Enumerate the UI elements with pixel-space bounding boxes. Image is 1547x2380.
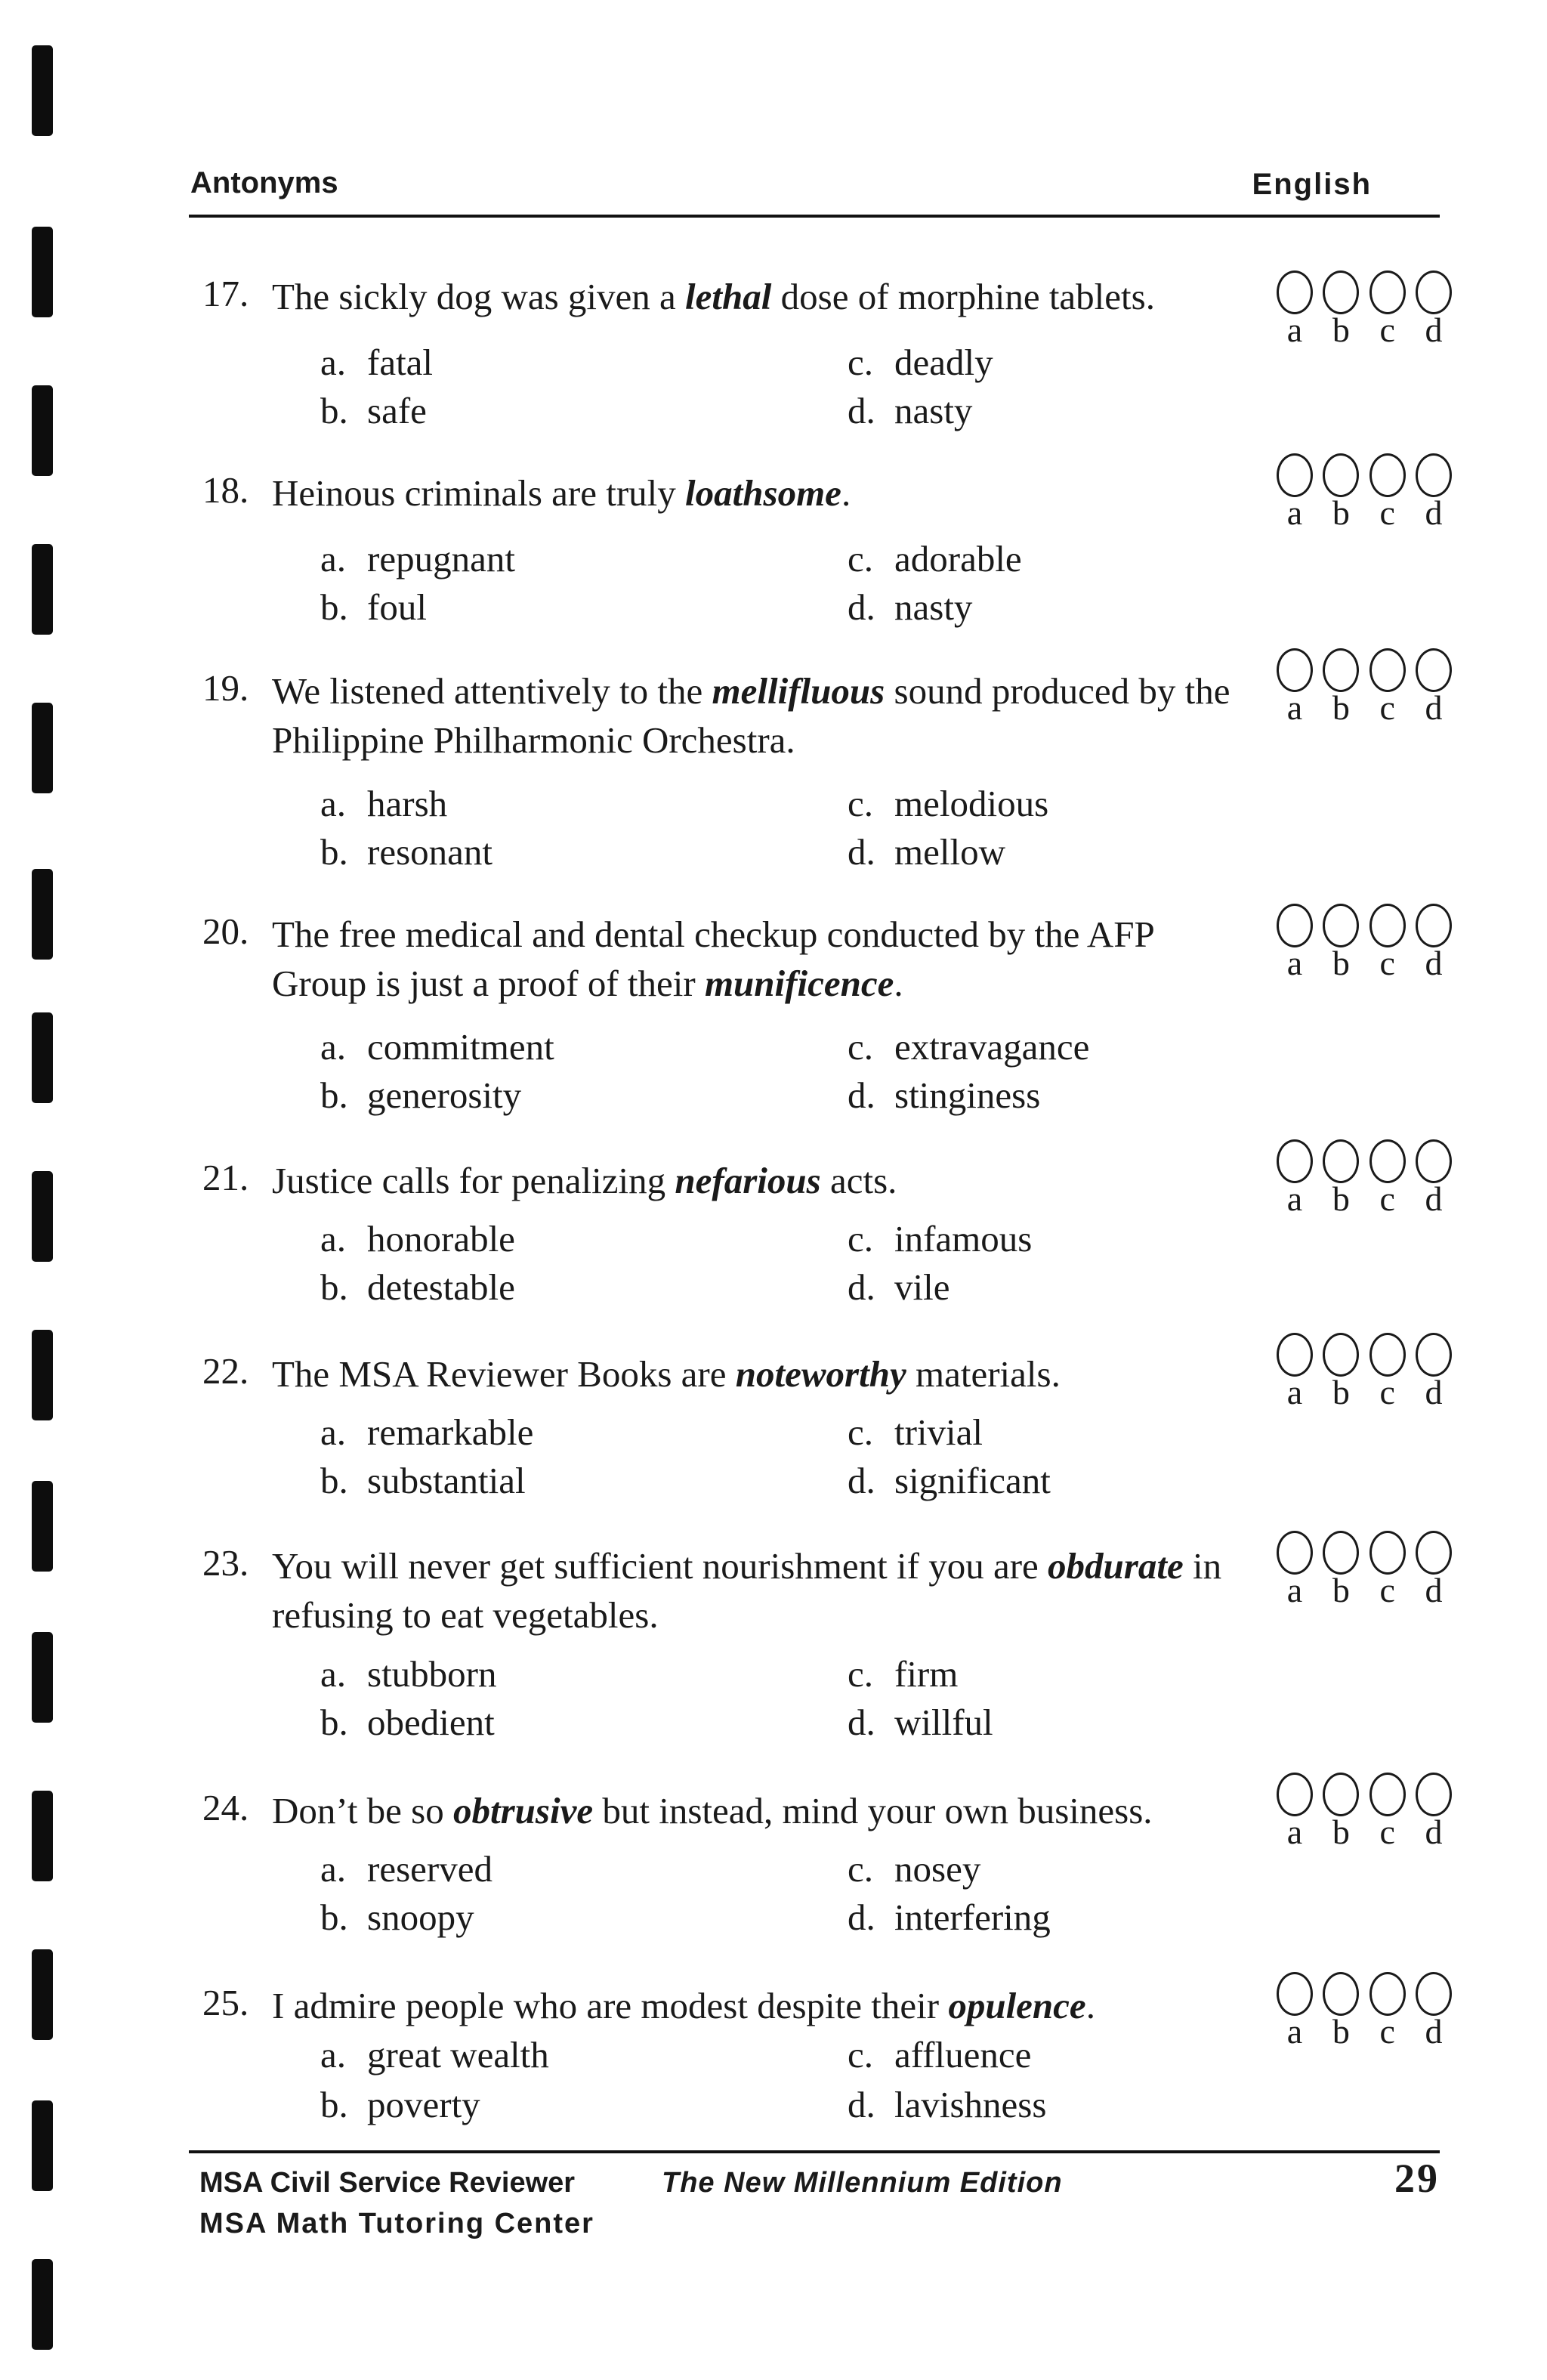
stem-text: We listened attentively to the — [272, 670, 712, 712]
keyword: munificence — [704, 963, 894, 1004]
binder-hole — [32, 703, 53, 793]
answer-bubble-label: b — [1332, 311, 1350, 349]
option-d — [848, 387, 972, 435]
option-b — [320, 1071, 521, 1120]
answer-bubble-label: d — [1425, 1373, 1443, 1411]
answer-bubble-label: d — [1425, 311, 1443, 349]
option-text: adorable — [894, 538, 1022, 580]
answer-bubble-a[interactable] — [1277, 1773, 1313, 1816]
answer-bubble-a[interactable] — [1277, 904, 1313, 947]
option-b — [320, 1263, 515, 1312]
option-text: foul — [367, 586, 427, 628]
binder-hole — [32, 385, 53, 476]
stem-text: materials. — [906, 1353, 1061, 1395]
option-b — [320, 2081, 480, 2129]
option-text: generosity — [367, 1074, 522, 1116]
option-text: honorable — [367, 1218, 515, 1260]
option-letter: a. — [320, 1026, 346, 1068]
answer-bubble-a[interactable] — [1277, 648, 1313, 692]
answer-bubble-label: d — [1425, 493, 1443, 532]
option-letter: d. — [848, 1460, 875, 1501]
option-letter: c. — [848, 783, 873, 824]
question-number: 18. — [202, 469, 249, 511]
question-stem — [272, 666, 1246, 765]
answer-bubble-a[interactable] — [1277, 1972, 1313, 2016]
keyword: opulence — [948, 1985, 1086, 2026]
option-b — [320, 583, 427, 632]
question-stem — [272, 1981, 1246, 2030]
binder-hole — [32, 1481, 53, 1572]
option-text: commitment — [367, 1026, 554, 1068]
question-number: 19. — [202, 667, 249, 709]
stem-text: acts. — [820, 1160, 897, 1201]
question-number: 21. — [202, 1157, 249, 1198]
binder-hole — [32, 1791, 53, 1881]
binder-hole — [32, 1012, 53, 1103]
option-text: mellow — [894, 831, 1005, 873]
answer-bubble-c[interactable] — [1369, 1972, 1406, 2016]
option-letter: d. — [848, 390, 875, 431]
option-d — [848, 1698, 993, 1747]
answer-bubble-label: c — [1379, 493, 1395, 532]
answer-bubble-c[interactable] — [1369, 453, 1406, 497]
answer-bubble-label: c — [1379, 688, 1395, 727]
answer-bubble-label: c — [1379, 944, 1395, 982]
binder-hole — [32, 2100, 53, 2191]
option-a — [320, 1023, 554, 1071]
stem-text: The free medical and dental checkup conducted by the AFP Group is just a proof of their — [272, 913, 1153, 1004]
option-d — [848, 1457, 1051, 1505]
binder-hole — [32, 2259, 53, 2350]
answer-bubble-label: d — [1425, 1571, 1443, 1609]
option-letter: b. — [320, 390, 348, 431]
option-letter: c. — [848, 1848, 873, 1890]
answer-bubble-label: b — [1332, 944, 1350, 982]
option-letter: d. — [848, 1266, 875, 1308]
option-letter: b. — [320, 586, 348, 628]
option-text: fatal — [367, 342, 434, 383]
option-text: infamous — [894, 1218, 1033, 1260]
answer-bubble-d[interactable] — [1416, 1139, 1452, 1183]
stem-text: You will never get sufficient nourishment if you are — [272, 1545, 1048, 1587]
answer-bubble-a[interactable] — [1277, 1333, 1313, 1377]
option-letter: a. — [320, 538, 346, 580]
answer-bubbles — [1277, 648, 1458, 727]
option-text: poverty — [367, 2084, 480, 2125]
option-text: significant — [894, 1460, 1051, 1501]
stem-text: . — [894, 963, 903, 1004]
option-text: extravagance — [894, 1026, 1090, 1068]
option-c — [848, 1845, 980, 1893]
option-letter: c. — [848, 538, 873, 580]
keyword: obtrusive — [453, 1790, 594, 1831]
answer-bubble-label: d — [1425, 688, 1443, 727]
option-letter: a. — [320, 1411, 346, 1453]
answer-bubbles — [1277, 270, 1458, 349]
stem-text: . — [1085, 1985, 1095, 2026]
answer-bubble-d[interactable] — [1416, 453, 1452, 497]
stem-text: but instead, mind your own business. — [593, 1790, 1153, 1831]
option-b — [320, 1698, 495, 1747]
option-c — [848, 1215, 1032, 1263]
answer-bubble-label: b — [1332, 1813, 1350, 1851]
keyword: loathsome — [685, 472, 841, 514]
option-letter: c. — [848, 342, 873, 383]
answer-bubbles — [1277, 1531, 1458, 1609]
stem-text: The MSA Reviewer Books are — [272, 1353, 736, 1395]
question-stem — [272, 1786, 1246, 1835]
answer-bubble-c[interactable] — [1369, 1773, 1406, 1816]
section-title: Antonyms — [190, 166, 338, 199]
option-letter: c. — [848, 2034, 873, 2076]
option-letter: a. — [320, 342, 346, 383]
question-stem — [272, 468, 1246, 518]
answer-bubble-d[interactable] — [1416, 270, 1452, 314]
option-text: deadly — [894, 342, 993, 383]
option-c — [848, 1650, 958, 1698]
stem-text: . — [841, 472, 851, 514]
option-text: harsh — [367, 783, 448, 824]
page-number: 29 — [1394, 2156, 1440, 2201]
option-letter: b. — [320, 1266, 348, 1308]
answer-bubble-label: a — [1286, 1373, 1303, 1411]
answer-bubble-a[interactable] — [1277, 1139, 1313, 1183]
option-a — [320, 535, 515, 583]
option-text: affluence — [894, 2034, 1032, 2076]
subject-title: English — [1252, 168, 1372, 201]
keyword: obdurate — [1048, 1545, 1184, 1587]
answer-bubble-label: d — [1425, 944, 1443, 982]
option-text: safe — [367, 390, 427, 431]
option-letter: b. — [320, 1896, 348, 1938]
answer-bubbles — [1277, 904, 1458, 982]
stem-text: I admire people who are modest despite their — [272, 1985, 949, 2026]
option-letter: d. — [848, 1074, 875, 1116]
option-a — [320, 1650, 497, 1698]
option-a — [320, 1408, 533, 1457]
answer-bubble-label: a — [1286, 1179, 1303, 1218]
option-d — [848, 2081, 1046, 2129]
answer-bubble-c[interactable] — [1369, 904, 1406, 947]
option-letter: d. — [848, 586, 875, 628]
answer-bubble-label: c — [1379, 311, 1395, 349]
answer-bubble-label: c — [1379, 1813, 1395, 1851]
question-number: 20. — [202, 910, 249, 952]
option-a — [320, 2031, 549, 2079]
question-number: 23. — [202, 1542, 249, 1584]
option-letter: d. — [848, 1896, 875, 1938]
answer-bubble-label: b — [1332, 1571, 1350, 1609]
option-text: firm — [894, 1653, 959, 1695]
answer-bubble-b[interactable] — [1323, 453, 1359, 497]
option-letter: c. — [848, 1026, 873, 1068]
option-letter: a. — [320, 1848, 346, 1890]
answer-bubble-c[interactable] — [1369, 1333, 1406, 1377]
option-c — [848, 780, 1048, 828]
option-text: stinginess — [894, 1074, 1041, 1116]
option-text: obedient — [367, 1702, 495, 1743]
answer-bubble-c[interactable] — [1369, 1139, 1406, 1183]
option-b — [320, 387, 427, 435]
option-letter: c. — [848, 1218, 873, 1260]
answer-bubble-label: b — [1332, 1373, 1350, 1411]
question-stem — [272, 1349, 1246, 1399]
binder-holes — [0, 0, 91, 2380]
option-text: nasty — [894, 390, 973, 431]
question-stem — [272, 910, 1246, 1008]
answer-bubble-label: c — [1379, 1179, 1395, 1218]
option-b — [320, 1457, 526, 1505]
option-b — [320, 828, 493, 876]
binder-hole — [32, 1171, 53, 1262]
answer-bubble-b[interactable] — [1323, 1139, 1359, 1183]
footer-book-title: MSA Civil Service Reviewer — [199, 2167, 576, 2199]
question-stem — [272, 1156, 1246, 1205]
option-d — [848, 1263, 950, 1312]
answer-bubbles — [1277, 453, 1458, 532]
answer-bubble-b[interactable] — [1323, 270, 1359, 314]
binder-hole — [32, 227, 53, 317]
answer-bubble-b[interactable] — [1323, 904, 1359, 947]
answer-bubble-label: a — [1286, 2012, 1303, 2051]
answer-bubble-label: a — [1286, 1813, 1303, 1851]
footer-rule — [189, 2150, 1440, 2153]
answer-bubble-b[interactable] — [1323, 648, 1359, 692]
answer-bubble-label: b — [1332, 2012, 1350, 2051]
stem-text: dose of morphine tablets. — [771, 276, 1155, 317]
footer-publisher: MSA Math Tutoring Center — [199, 2208, 594, 2239]
answer-bubble-d[interactable] — [1416, 1972, 1452, 2016]
binder-hole — [32, 45, 53, 136]
page-header — [189, 162, 1440, 218]
keyword: mellifluous — [712, 670, 885, 712]
option-c — [848, 338, 993, 387]
answer-bubble-b[interactable] — [1323, 1531, 1359, 1575]
option-c — [848, 1408, 983, 1457]
keyword: noteworthy — [735, 1353, 906, 1395]
question-stem — [272, 272, 1246, 321]
answer-bubbles — [1277, 1773, 1458, 1851]
option-letter: d. — [848, 831, 875, 873]
binder-hole — [32, 1330, 53, 1420]
answer-bubble-c[interactable] — [1369, 270, 1406, 314]
answer-bubble-b[interactable] — [1323, 1773, 1359, 1816]
answer-bubble-label: a — [1286, 688, 1303, 727]
footer-edition: The New Millennium Edition — [662, 2167, 1063, 2199]
option-d — [848, 583, 972, 632]
option-text: substantial — [367, 1460, 526, 1501]
answer-bubble-c[interactable] — [1369, 648, 1406, 692]
option-letter: b. — [320, 1702, 348, 1743]
option-letter: c. — [848, 1653, 873, 1695]
stem-text: Heinous criminals are truly — [272, 472, 686, 514]
option-letter: d. — [848, 2084, 875, 2125]
option-text: vile — [894, 1266, 950, 1308]
binder-hole — [32, 1632, 53, 1723]
option-d — [848, 1893, 1051, 1942]
answer-bubble-b[interactable] — [1323, 1972, 1359, 2016]
option-letter: d. — [848, 1702, 875, 1743]
option-text: great wealth — [367, 2034, 549, 2076]
answer-bubble-label: a — [1286, 1571, 1303, 1609]
answer-bubbles — [1277, 1139, 1458, 1218]
answer-bubble-d[interactable] — [1416, 1333, 1452, 1377]
option-letter: b. — [320, 1460, 348, 1501]
answer-bubble-d[interactable] — [1416, 1773, 1452, 1816]
option-letter: a. — [320, 1653, 346, 1695]
answer-bubble-a[interactable] — [1277, 453, 1313, 497]
option-letter: b. — [320, 831, 348, 873]
answer-bubble-d[interactable] — [1416, 1531, 1452, 1575]
option-text: remarkable — [367, 1411, 534, 1453]
question-number: 25. — [202, 1982, 249, 2023]
answer-bubble-label: d — [1425, 2012, 1443, 2051]
option-text: repugnant — [367, 538, 515, 580]
option-letter: a. — [320, 783, 346, 824]
keyword: lethal — [685, 276, 772, 317]
answer-bubble-label: c — [1379, 2012, 1395, 2051]
answer-bubble-label: a — [1286, 493, 1303, 532]
option-text: reserved — [367, 1848, 493, 1890]
option-letter: c. — [848, 1411, 873, 1453]
answer-bubble-label: b — [1332, 688, 1350, 727]
answer-bubble-a[interactable] — [1277, 270, 1313, 314]
option-text: snoopy — [367, 1896, 474, 1938]
answer-bubble-label: b — [1332, 1179, 1350, 1218]
stem-text: in refusing to eat vegetables. — [272, 1545, 1222, 1636]
option-text: resonant — [367, 831, 493, 873]
option-text: willful — [894, 1702, 993, 1743]
answer-bubble-label: a — [1286, 311, 1303, 349]
option-c — [848, 535, 1022, 583]
answer-bubbles — [1277, 1972, 1458, 2051]
binder-hole — [32, 1949, 53, 2040]
answer-bubble-d[interactable] — [1416, 904, 1452, 947]
question-number: 17. — [202, 273, 249, 314]
answer-bubble-a[interactable] — [1277, 1531, 1313, 1575]
stem-text: Don’t be so — [272, 1790, 453, 1831]
answer-bubble-d[interactable] — [1416, 648, 1452, 692]
option-d — [848, 828, 1005, 876]
stem-text: Justice calls for penalizing — [272, 1160, 675, 1201]
question-number: 24. — [202, 1787, 249, 1828]
option-text: nosey — [894, 1848, 981, 1890]
option-text: lavishness — [894, 2084, 1047, 2125]
stem-text: The sickly dog was given a — [272, 276, 686, 317]
answer-bubble-label: c — [1379, 1373, 1395, 1411]
option-c — [848, 1023, 1089, 1071]
answer-bubble-b[interactable] — [1323, 1333, 1359, 1377]
option-c — [848, 2031, 1031, 2079]
question-stem — [272, 1541, 1246, 1640]
keyword: nefarious — [675, 1160, 821, 1201]
answer-bubble-label: b — [1332, 493, 1350, 532]
option-d — [848, 1071, 1040, 1120]
option-text: melodious — [894, 783, 1049, 824]
answer-bubble-label: c — [1379, 1571, 1395, 1609]
binder-hole — [32, 869, 53, 960]
option-letter: a. — [320, 1218, 346, 1260]
option-text: nasty — [894, 586, 973, 628]
option-letter: b. — [320, 1074, 348, 1116]
stem-text: sound produced by the Philippine Philharmonic Orchestra. — [272, 670, 1230, 761]
option-b — [320, 1893, 474, 1942]
option-letter: b. — [320, 2084, 348, 2125]
option-text: stubborn — [367, 1653, 497, 1695]
question-number: 22. — [202, 1350, 249, 1392]
option-text: interfering — [894, 1896, 1051, 1938]
answer-bubble-label: d — [1425, 1179, 1443, 1218]
answer-bubble-label: d — [1425, 1813, 1443, 1851]
option-a — [320, 338, 433, 387]
answer-bubble-c[interactable] — [1369, 1531, 1406, 1575]
option-a — [320, 1845, 493, 1893]
option-a — [320, 1215, 515, 1263]
option-text: trivial — [894, 1411, 983, 1453]
answer-bubble-label: a — [1286, 944, 1303, 982]
option-text: detestable — [367, 1266, 515, 1308]
option-a — [320, 780, 447, 828]
binder-hole — [32, 544, 53, 635]
option-letter: a. — [320, 2034, 346, 2076]
answer-bubbles — [1277, 1333, 1458, 1411]
